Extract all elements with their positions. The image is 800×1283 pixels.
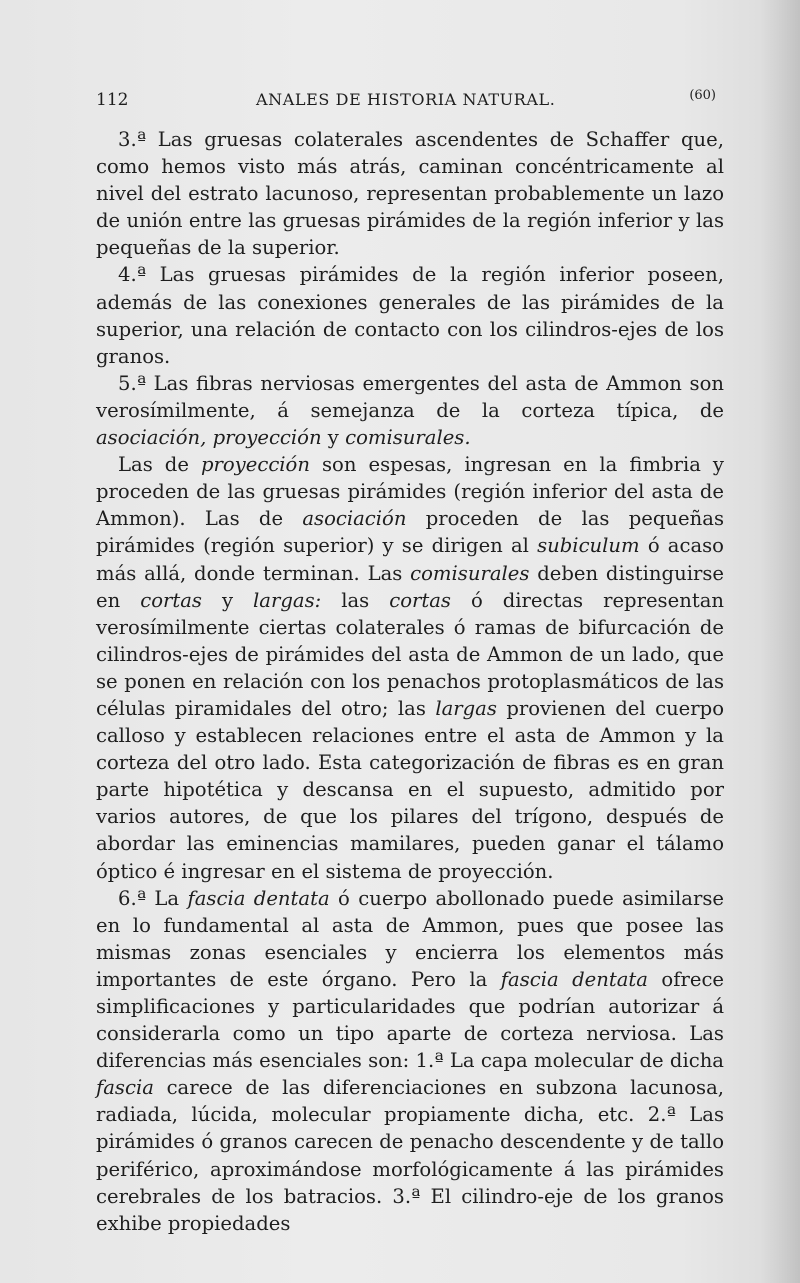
- text-run: ofrece simplificaciones y particularidades que podrían autorizar á considerarla como un tipo aparte de corteza nerviosa. Las diferencias más esenciales son: 1.ª La capa molecular de dicha: [96, 967, 725, 1073]
- text-run: son espesas, ingresan en la fimbria y proceden de las gruesas pirámides (región inferior del asta de Ammon). Las de: [96, 453, 724, 531]
- italic-term: cortas: [140, 588, 202, 612]
- paragraph-3a: [96, 126, 724, 261]
- body-text: [96, 126, 724, 1237]
- text-run: deben distinguirse en: [96, 561, 724, 612]
- running-header: [96, 88, 716, 114]
- italic-term: largas:: [253, 588, 322, 612]
- italic-term: comisurales: [410, 561, 530, 585]
- text-run: ó directas representan verosímilmente ciertas colaterales ó ramas de bifurcación de cilindros-ejes de pirámides del asta de Ammon de un lado, que se ponen en relación con los penachos protoplasmáticos de las células piramidales del otro; las: [96, 588, 725, 720]
- italic-term: fascia dentata: [187, 886, 330, 910]
- paragraph-5a: [96, 370, 724, 451]
- italic-term: fascia dentata: [500, 967, 648, 991]
- italic-term: fascia: [96, 1076, 154, 1100]
- italic-term: asociación,: [96, 426, 207, 450]
- page-gutter-shadow: [760, 0, 800, 1283]
- text-run: ó acaso más allá, donde terminan. Las: [96, 534, 724, 585]
- text-run: carece de las diferenciaciones en subzona lacunosa, radiada, lúcida, molecular propiamente dicha, etc. 2.ª Las pirámides ó granos carecen de penacho descendente y de tallo periférico, aproximándose morfológicamente á las pirámides cerebrales de los batracios. 3.ª El cilindro-eje de los granos exhibe propiedades: [96, 1076, 724, 1235]
- text-run: 5.ª Las fibras nerviosas emergentes del asta de Ammon son verosímilmente, á semejanza de la corteza típica, de: [96, 371, 724, 422]
- text-run: y: [321, 426, 346, 450]
- italic-term: largas: [435, 696, 497, 720]
- paragraph-4a: [96, 261, 724, 369]
- text-run: y: [201, 588, 254, 612]
- text-run: 4.ª Las gruesas pirámides de la región inferior poseen, además de las conexiones generales de las pirámides de la superior, una relación de contacto con los cilindros-ejes de los granos.: [96, 263, 724, 368]
- text-run: las: [321, 588, 390, 612]
- text-run: provienen del cuerpo calloso y establecen relaciones entre el asta de Ammon y la corteza del otro lado. Esta categorización de fibras es en gran parte hipotética y descansa en el supuesto, admitido por varios autores, de que los pilares del trígono, después de abordar las eminencias mamilares, pueden ganar el tálamo óptico é ingresar en el sistema de proyección.: [96, 696, 724, 883]
- italic-term: asociación: [302, 507, 407, 531]
- paragraph-6a: [96, 885, 724, 1237]
- text-run: Las de: [118, 453, 201, 477]
- paragraph-fibras: [96, 451, 724, 885]
- text-run: ó cuerpo abollonado puede asimilarse en lo fundamental al asta de Ammon, pues que posee las mismas zonas esenciales y encierra los elementos más importantes de este órgano. Pero la: [96, 886, 724, 991]
- text-run: 3.ª Las gruesas colaterales ascendentes de Schaffer que, como hemos visto más atrás, caminan concéntricamente al nivel del estrato lacunoso, representan probablemente un lazo de unión entre las gruesas pirámides de la región inferior y las pequeñas de la superior.: [96, 128, 724, 260]
- italic-term: proyección: [212, 426, 322, 450]
- italic-term: comisurales.: [345, 426, 471, 450]
- italic-term: subiculum: [537, 534, 640, 558]
- running-title: ANALES DE HISTORIA NATURAL.: [256, 90, 556, 109]
- text-run: 6.ª La: [118, 886, 188, 910]
- page-number: 112: [96, 90, 129, 110]
- italic-term: proyección: [200, 453, 310, 477]
- text-run: proceden de las pequeñas pirámides (región superior) y se dirigen al: [96, 507, 724, 558]
- italic-term: cortas: [389, 588, 451, 612]
- page-reference: (60): [689, 88, 716, 103]
